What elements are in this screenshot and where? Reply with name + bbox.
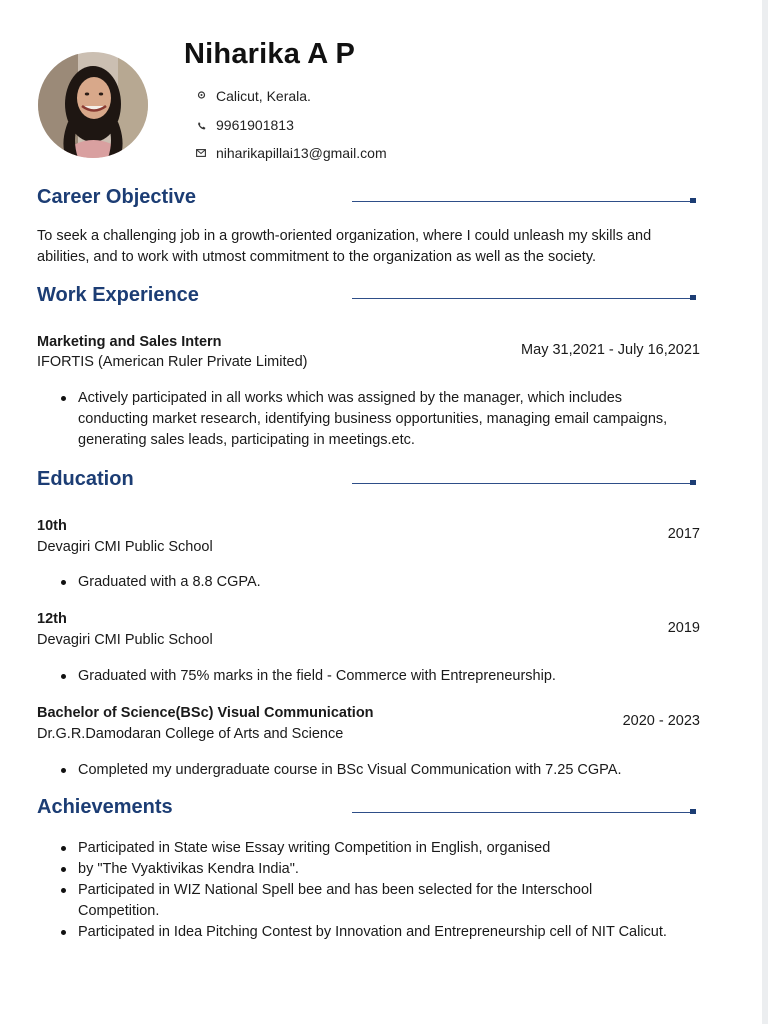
contact-phone [196,117,294,133]
phone-text: 9961901813 [216,117,294,133]
education-level: 10th [37,518,67,534]
section-divider [352,298,694,299]
section-title-education: Education [37,468,134,490]
list-item: Participated in State wise Essay writing Competition in English, organised [37,838,677,859]
divider-end-mark [690,809,696,814]
contact-email[interactable] [196,145,387,161]
section-divider [352,201,694,202]
list-item: Graduated with a 8.8 CGPA. [37,572,697,593]
objective-line-2: abilities, and to work with utmost commitment to the organization as well as the society. [37,249,597,265]
page-edge [762,0,768,1024]
list-item: Completed my undergraduate course in BSc Visual Communication with 7.25 CGPA. [37,760,717,781]
job-bullets [37,388,677,451]
education-level: Bachelor of Science(BSc) Visual Communication [37,705,374,721]
objective-line-1: To seek a challenging job in a growth-oriented organization, where I could unleash my skills and [37,228,652,244]
education-year: 2020 - 2023 [622,713,700,729]
phone-icon [196,120,206,130]
education-year: 2017 [667,526,700,542]
divider-end-mark [690,480,696,485]
education-bullets [37,760,717,781]
profile-photo [38,52,148,158]
email-icon [196,148,206,158]
section-title-work-experience: Work Experience [37,284,199,306]
list-item: Participated in WIZ National Spell bee and has been selected for the Interschool Competition. [37,880,677,922]
achievements-list [37,838,677,943]
list-item: by "The Vyaktivikas Kendra India". [37,859,677,880]
job-company: IFORTIS (American Ruler Private Limited) [37,354,308,370]
section-title-achievements: Achievements [37,796,173,818]
education-school: Devagiri CMI Public School [37,632,213,648]
section-title-career-objective: Career Objective [37,186,196,208]
education-bullets [37,572,697,593]
email-text[interactable]: niharikapillai13@gmail.com [216,145,387,161]
education-year: 2019 [667,620,700,636]
list-item: Participated in Idea Pitching Contest by Innovation and Entrepreneurship cell of NIT Calicut. [37,922,677,943]
location-pin-icon [196,91,206,101]
list-item: Actively participated in all works which was assigned by the manager, which includes conducting market research, identifying business opportunities, managing email campaigns, generating sales leads, participating in meetings.etc. [37,388,677,451]
divider-end-mark [690,198,696,203]
contact-location [196,88,311,104]
section-divider [352,812,694,813]
education-school: Dr.G.R.Damodaran College of Arts and Science [37,726,344,742]
job-dates: May 31,2021 - July 16,2021 [521,342,700,358]
section-divider [352,483,694,484]
candidate-name: Niharika A P [184,38,356,70]
job-role: Marketing and Sales Intern [37,334,222,350]
education-bullets [37,666,697,687]
divider-end-mark [690,295,696,300]
education-school: Devagiri CMI Public School [37,539,213,555]
location-text: Calicut, Kerala. [216,88,311,104]
list-item: Graduated with 75% marks in the field - Commerce with Entrepreneurship. [37,666,697,687]
education-level: 12th [37,611,67,627]
